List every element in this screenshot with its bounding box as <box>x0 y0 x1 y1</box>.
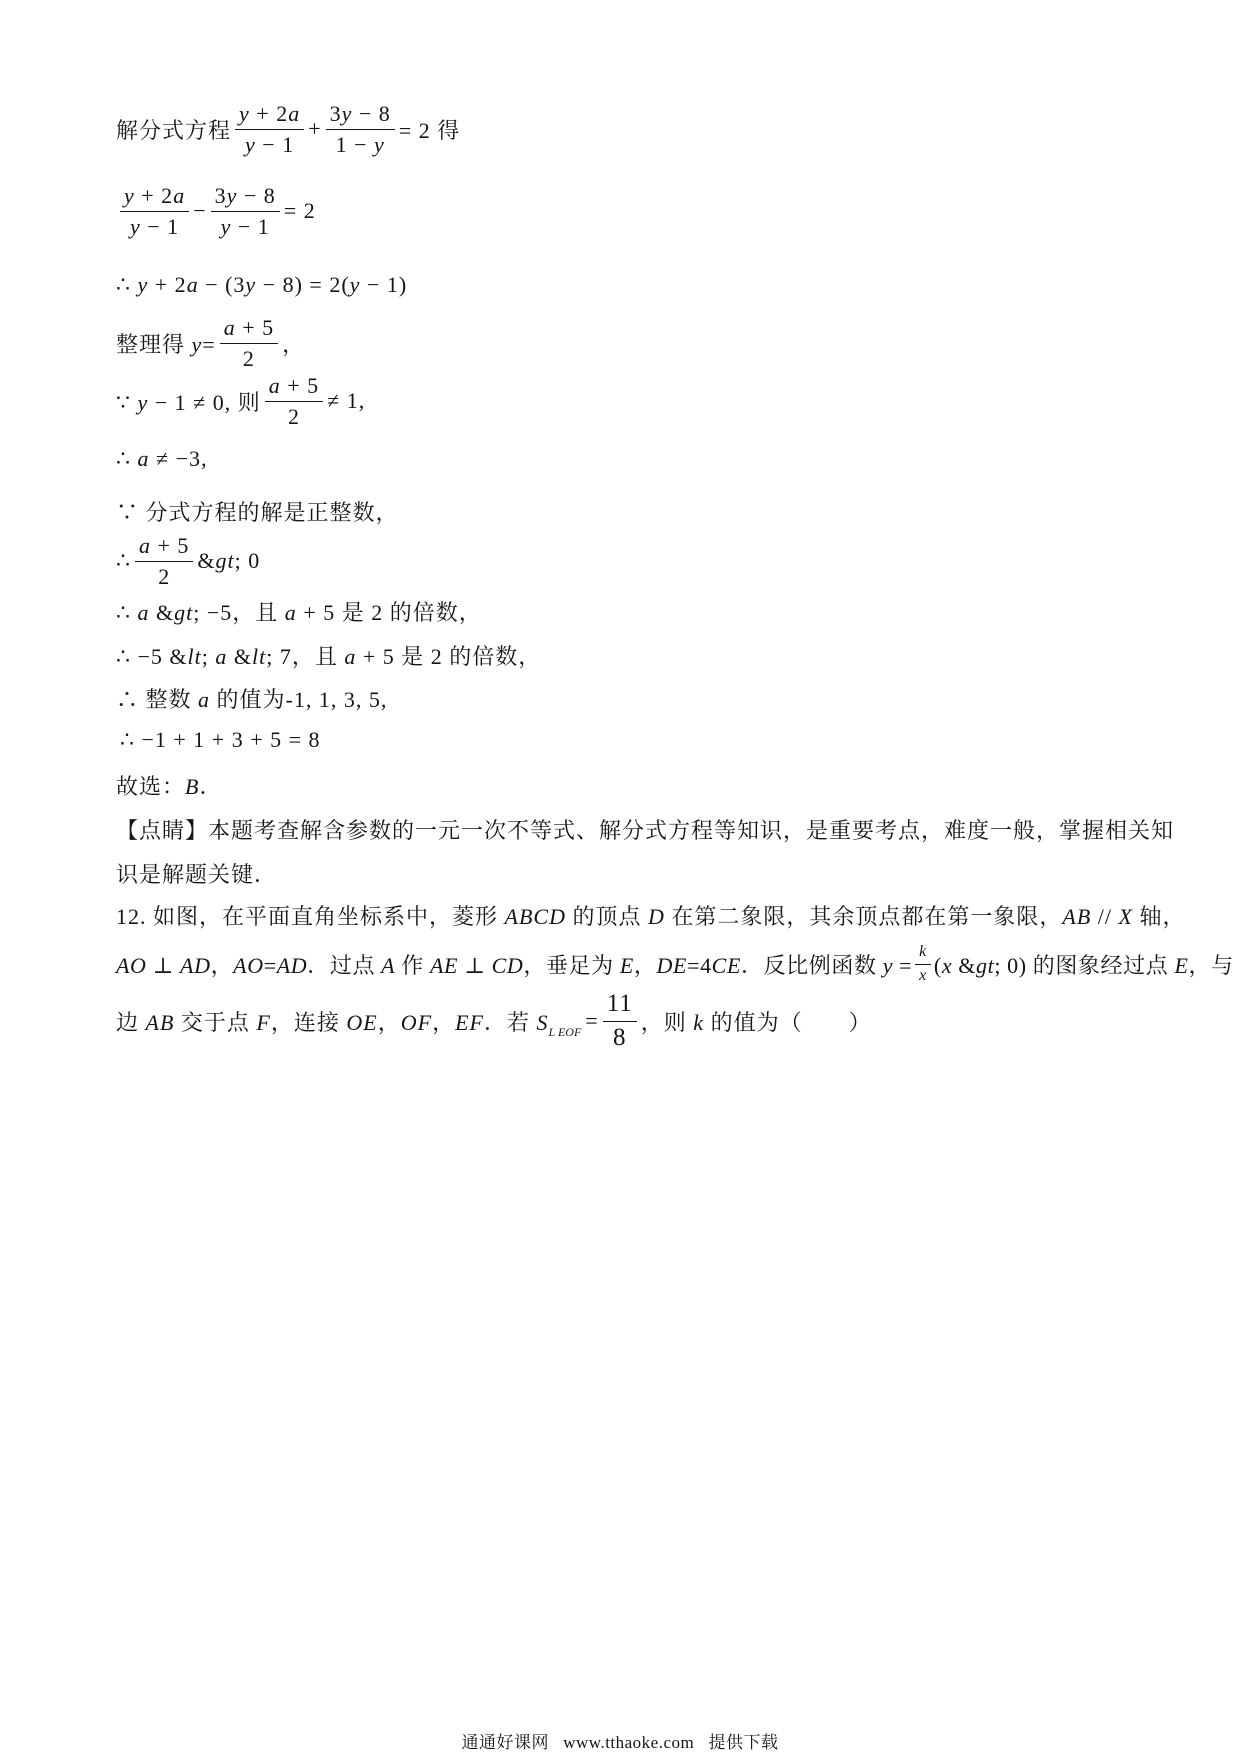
question-12-line-2 <box>116 934 1234 994</box>
fraction-denominator: x <box>919 966 927 984</box>
operator: + <box>308 116 322 141</box>
fraction <box>326 101 395 157</box>
fraction-numerator: 3y − 8 <box>211 183 280 211</box>
fraction-numerator: 11 <box>603 990 637 1022</box>
fraction <box>603 990 637 1053</box>
text-segment: 整理得 y= <box>116 331 216 357</box>
equals-sign: = <box>585 1008 599 1033</box>
solution-line-6 <box>116 429 207 489</box>
text-segment: ∴ 整数 a 的值为-1, 1, 3, 5, <box>116 686 388 712</box>
text-segment: = 2 得 <box>398 117 461 143</box>
text-segment: ∴ a &gt; −5，且 a + 5 是 2 的倍数， <box>116 599 482 625</box>
fraction-numerator: y + 2a <box>120 183 189 211</box>
text-segment: ∴ <box>116 548 131 573</box>
equation-text: ∴ a ≠ −3, <box>116 446 208 471</box>
fraction-denominator: y − 1 <box>220 213 270 239</box>
fraction-numerator: a + 5 <box>220 315 278 343</box>
text-segment: ， <box>282 331 306 357</box>
fraction <box>120 183 189 239</box>
text-segment: ∴ −5 &lt; a &lt; 7，且 a + 5 是 2 的倍数， <box>116 643 542 669</box>
equation-text: ∴ −1 + 1 + 3 + 5 = 8 <box>120 727 321 752</box>
question-text: (x &gt; 0) 的图象经过点 E，与 <box>933 952 1234 978</box>
comment-text: 【点睛】本题考查解含参数的一元一次不等式、解分式方程等知识，是重要考点，难度一般，掌握相关知 <box>116 817 1175 843</box>
fraction <box>265 373 323 429</box>
fraction-denominator: y − 1 <box>130 213 180 239</box>
solution-line-3 <box>116 255 407 315</box>
solution-line-2 <box>116 181 316 241</box>
fraction-denominator: 8 <box>612 1023 627 1051</box>
area-subscript: L EOF <box>548 1024 582 1039</box>
fraction <box>211 183 280 239</box>
question-text: ，则 k 的值为（ ） <box>640 1009 872 1035</box>
fraction-denominator: 2 <box>158 563 171 589</box>
page-footer: 通通好课网 www.tthaoke.com 提供下载 <box>461 1733 779 1752</box>
comment-text: 识是解题关键． <box>116 861 278 887</box>
fraction <box>220 315 278 371</box>
text-segment: ∵ 分式方程的解是正整数， <box>116 499 399 525</box>
answer-text: 故选：B． <box>116 773 223 799</box>
solution-line-5 <box>116 371 365 431</box>
fraction-numerator: 3y − 8 <box>326 101 395 129</box>
fraction-numerator: y + 2a <box>235 101 304 129</box>
question-text: 边 AB 交于点 F，连接 OE，OF，EF．若 S <box>116 1009 549 1035</box>
fraction-numerator: a + 5 <box>135 533 193 561</box>
text-segment: ∵ y − 1 ≠ 0, 则 <box>116 389 261 415</box>
text-segment: &gt; 0 <box>197 548 261 573</box>
fraction-denominator: 2 <box>287 403 300 429</box>
fraction-denominator: y − 1 <box>245 131 295 157</box>
fraction-numerator: a + 5 <box>265 373 323 401</box>
solution-line-4 <box>116 313 305 373</box>
question-text: AO ⊥ AD，AO=AD．过点 A 作 AE ⊥ CD，垂足为 E，DE=4CE．反比例函数 y = <box>116 952 913 978</box>
text-segment: = 2 <box>283 198 316 223</box>
operator: − <box>193 198 207 223</box>
fraction-numerator: k <box>915 943 931 964</box>
text-segment: ≠ 1, <box>327 388 366 413</box>
fraction-denominator: 1 − y <box>335 131 385 157</box>
text-segment: 解分式方程 <box>116 117 232 143</box>
solution-line-1 <box>116 99 460 159</box>
equation-text: ∴ y + 2a − (3y − 8) = 2(y − 1) <box>116 272 408 297</box>
question-12-line-3 <box>116 991 872 1051</box>
fraction <box>235 101 304 157</box>
question-text: 12. 如图，在平面直角坐标系中，菱形 ABCD 的顶点 D 在第二象限，其余顶点都在第一象限，AB // X 轴， <box>116 903 1186 929</box>
fraction <box>915 943 931 985</box>
fraction-denominator: 2 <box>242 345 255 371</box>
